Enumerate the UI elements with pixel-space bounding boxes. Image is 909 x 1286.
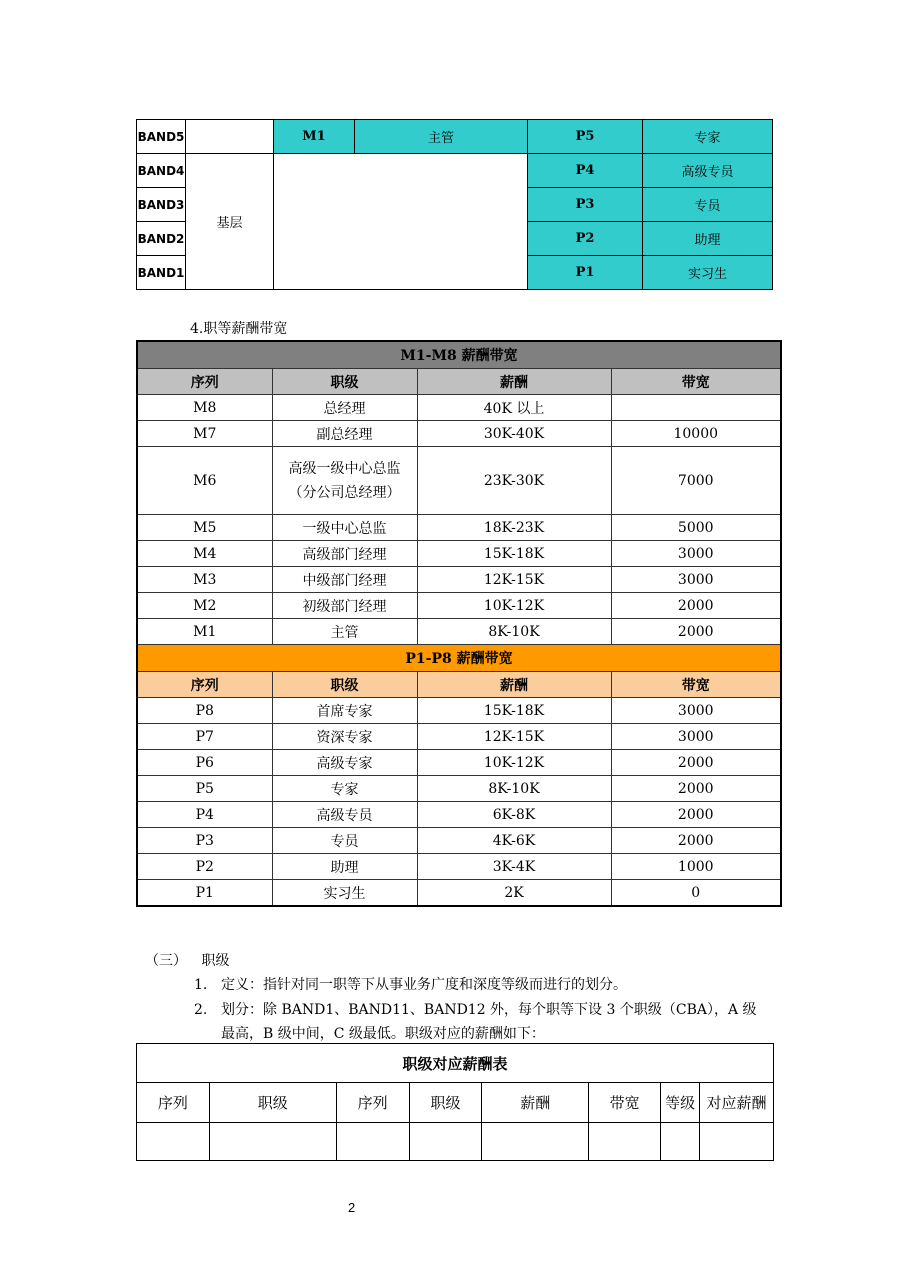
m-section <box>137 341 781 645</box>
bandwidth-cell: 2000 <box>611 619 781 645</box>
p-title-cell: 高级专员 <box>643 154 773 188</box>
grade-cell: 高级专家 <box>272 750 417 776</box>
list-item <box>194 999 757 1019</box>
header-bandwidth: 带宽 <box>611 672 781 698</box>
header-bandwidth: 带宽 <box>611 369 781 395</box>
salary-cell: 12K-15K <box>417 724 611 750</box>
sequence-cell: P6 <box>137 750 272 776</box>
grade-cell: 主管 <box>272 619 417 645</box>
sequence-cell: M5 <box>137 515 272 541</box>
grade-cell: 中级部门经理 <box>272 567 417 593</box>
salary-cell: 2K <box>417 880 611 907</box>
p-code-cell: P4 <box>528 154 643 188</box>
table-row <box>137 802 781 828</box>
empty-cell <box>700 1123 774 1161</box>
sequence-cell: P4 <box>137 802 272 828</box>
table-row <box>137 447 781 515</box>
header-grade: 职级 <box>409 1083 482 1123</box>
table-row <box>137 541 781 567</box>
bandwidth-cell: 10000 <box>611 421 781 447</box>
grade-table-title: 职级对应薪酬表 <box>137 1044 774 1083</box>
bandwidth-cell: 2000 <box>611 776 781 802</box>
section3-number: （三） <box>145 953 187 969</box>
salary-cell: 15K-18K <box>417 698 611 724</box>
salary-cell: 12K-15K <box>417 567 611 593</box>
salary-cell: 23K-30K <box>417 447 611 515</box>
bandwidth-cell: 3000 <box>611 567 781 593</box>
grade-cell: 首席专家 <box>272 698 417 724</box>
header-salary: 薪酬 <box>417 369 611 395</box>
band-label: BAND1 <box>137 256 186 290</box>
p-table-title: P1-P8 薪酬带宽 <box>137 645 781 672</box>
table-row <box>137 880 781 907</box>
sequence-cell: P8 <box>137 698 272 724</box>
sequence-cell: M6 <box>137 447 272 515</box>
sequence-cell: P5 <box>137 776 272 802</box>
bandwidth-cell: 7000 <box>611 447 781 515</box>
item-number: 1. <box>194 977 208 993</box>
bandwidth-cell: 3000 <box>611 541 781 567</box>
salary-cell: 8K-10K <box>417 619 611 645</box>
table-row <box>137 567 781 593</box>
item-text: 划分：除 BAND1、BAND11、BAND12 外，每个职等下设 3 个职级（CBA），A 级 <box>221 1002 757 1018</box>
m-title-cell: 主管 <box>355 120 528 154</box>
p-title-cell: 实习生 <box>643 256 773 290</box>
table-row <box>137 828 781 854</box>
p-title-cell: 专员 <box>643 188 773 222</box>
grade-cell: 高级部门经理 <box>272 541 417 567</box>
table-row <box>137 395 781 421</box>
band-label: BAND3 <box>137 188 186 222</box>
table-row <box>137 750 781 776</box>
empty-cell <box>589 1123 661 1161</box>
salary-cell: 30K-40K <box>417 421 611 447</box>
header-level: 等级 <box>661 1083 700 1123</box>
grade-cell: 高级一级中心总监 （分公司总经理） <box>272 447 417 515</box>
m-code-cell: M1 <box>274 120 355 154</box>
table-row <box>137 120 773 154</box>
salary-cell: 40K 以上 <box>417 395 611 421</box>
table-row <box>137 698 781 724</box>
list-item <box>194 974 627 994</box>
header-bandwidth: 带宽 <box>589 1083 661 1123</box>
grade-cell: 专家 <box>272 776 417 802</box>
salary-cell: 15K-18K <box>417 541 611 567</box>
grade-cell: 助理 <box>272 854 417 880</box>
salary-cell: 3K-4K <box>417 854 611 880</box>
salary-cell: 10K-12K <box>417 593 611 619</box>
salary-cell: 8K-10K <box>417 776 611 802</box>
sequence-cell: P1 <box>137 880 272 907</box>
grade-cell: 高级专员 <box>272 802 417 828</box>
sequence-cell: M3 <box>137 567 272 593</box>
bandwidth-cell <box>611 395 781 421</box>
grade-cell: 初级部门经理 <box>272 593 417 619</box>
sequence-cell: P3 <box>137 828 272 854</box>
table-row <box>137 154 773 188</box>
header-sequence: 序列 <box>137 672 272 698</box>
salary-cell: 10K-12K <box>417 750 611 776</box>
grade-cell: 实习生 <box>272 880 417 907</box>
grade-cell: 一级中心总监 <box>272 515 417 541</box>
empty-cell <box>661 1123 700 1161</box>
header-sequence: 序列 <box>137 369 272 395</box>
p-code-cell: P1 <box>528 256 643 290</box>
bandwidth-cell: 2000 <box>611 802 781 828</box>
level-name-merged-cell: 基层 <box>186 154 274 290</box>
sequence-cell: M2 <box>137 593 272 619</box>
sequence-cell: P2 <box>137 854 272 880</box>
table-row <box>137 619 781 645</box>
header-grade: 职级 <box>272 672 417 698</box>
grade-cell: 总经理 <box>272 395 417 421</box>
sequence-cell: M8 <box>137 395 272 421</box>
item-text: 定义：指针对同一职等下从事业务广度和深度等级而进行的划分。 <box>221 977 627 993</box>
band-label: BAND4 <box>137 154 186 188</box>
salary-cell: 6K-8K <box>417 802 611 828</box>
band-label: BAND5 <box>137 120 186 154</box>
page-number: 2 <box>348 1200 356 1215</box>
header-corresponding-salary: 对应薪酬 <box>700 1083 774 1123</box>
sequence-cell: P7 <box>137 724 272 750</box>
sequence-cell: M7 <box>137 421 272 447</box>
p-code-cell: P2 <box>528 222 643 256</box>
bandwidth-cell: 3000 <box>611 698 781 724</box>
m-table-title: M1-M8 薪酬带宽 <box>137 341 781 369</box>
table-row <box>137 776 781 802</box>
bandwidth-cell: 2000 <box>611 828 781 854</box>
level-name-cell <box>186 120 274 154</box>
salary-cell: 4K-6K <box>417 828 611 854</box>
empty-cell <box>482 1123 589 1161</box>
band-table <box>136 119 773 290</box>
bandwidth-cell: 2000 <box>611 593 781 619</box>
bandwidth-cell: 3000 <box>611 724 781 750</box>
salary-band-table <box>136 340 782 907</box>
table-row <box>137 724 781 750</box>
bandwidth-cell: 0 <box>611 880 781 907</box>
empty-cell <box>209 1123 336 1161</box>
p-code-cell: P5 <box>528 120 643 154</box>
empty-cell <box>409 1123 482 1161</box>
grade-cell: 专员 <box>272 828 417 854</box>
sequence-cell: M1 <box>137 619 272 645</box>
table-row <box>137 515 781 541</box>
p-title-cell: 专家 <box>643 120 773 154</box>
band-label: BAND2 <box>137 222 186 256</box>
header-salary: 薪酬 <box>482 1083 589 1123</box>
bandwidth-cell: 2000 <box>611 750 781 776</box>
table-row <box>137 854 781 880</box>
grade-cell: 副总经理 <box>272 421 417 447</box>
grade-salary-table <box>136 1043 774 1161</box>
bandwidth-cell: 1000 <box>611 854 781 880</box>
empty-m-cell <box>274 154 528 290</box>
section3-heading <box>145 950 229 970</box>
empty-cell <box>336 1123 409 1161</box>
empty-cell <box>137 1123 210 1161</box>
bandwidth-cell: 5000 <box>611 515 781 541</box>
section3-title: 职级 <box>201 953 230 969</box>
p-code-cell: P3 <box>528 188 643 222</box>
header-sequence: 序列 <box>137 1083 210 1123</box>
grade-cell: 资深专家 <box>272 724 417 750</box>
salary-cell: 18K-23K <box>417 515 611 541</box>
header-grade: 职级 <box>209 1083 336 1123</box>
sequence-cell: M4 <box>137 541 272 567</box>
item-text-continued: 最高，B 级中间，C 级最低。职级对应的薪酬如下： <box>221 1026 545 1042</box>
header-grade: 职级 <box>272 369 417 395</box>
section4-heading: 4.职等薪酬带宽 <box>190 321 288 337</box>
p-title-cell: 助理 <box>643 222 773 256</box>
p-section <box>137 645 781 907</box>
table-row <box>137 421 781 447</box>
table-row <box>137 593 781 619</box>
header-sequence: 序列 <box>336 1083 409 1123</box>
item-number: 2. <box>194 1002 208 1018</box>
header-salary: 薪酬 <box>417 672 611 698</box>
